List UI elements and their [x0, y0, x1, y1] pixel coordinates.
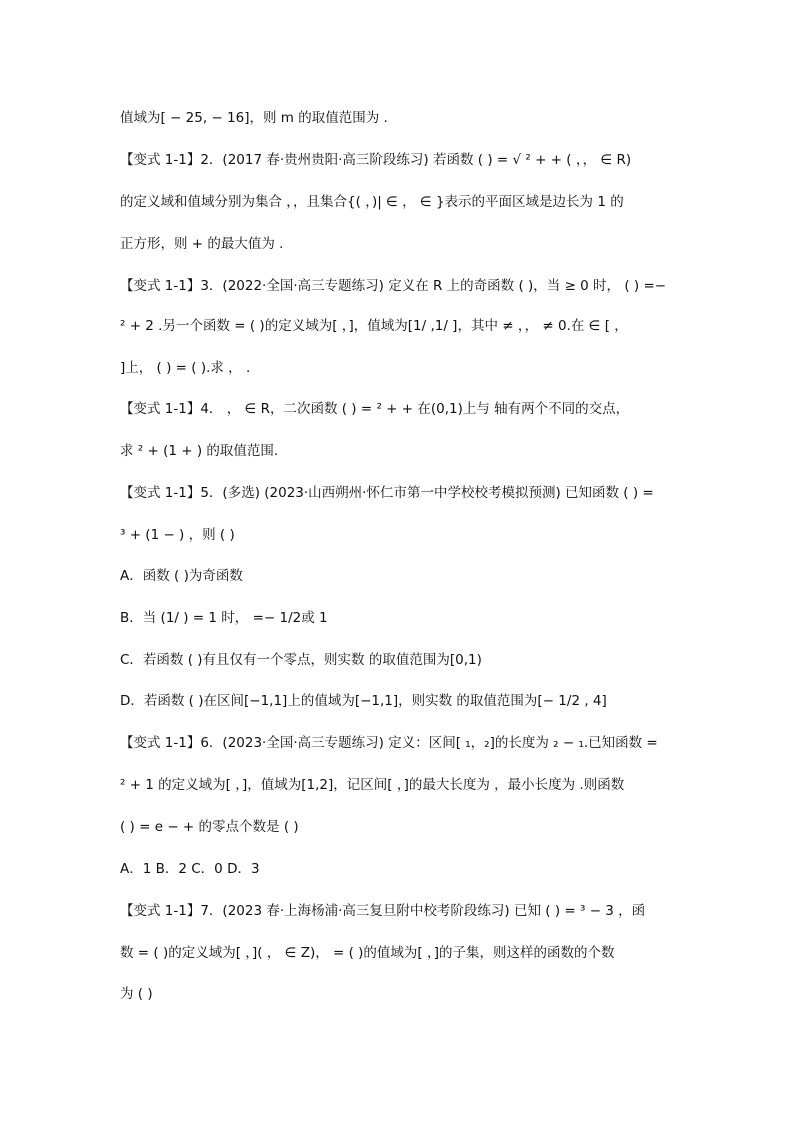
option-c: C．若函数 ( )有且仅有一个零点，则实数 的取值范围为[0,1) [120, 652, 482, 668]
text-line: 为 ( ) [120, 986, 153, 1002]
problem-3-header: 【变式 1-1】3．(2022·全国·高三专题练习) 定义在 R 上的奇函数 ( )，当 ≥ 0 时， ( ) =− [120, 278, 667, 294]
text-line: ³ + (1 − ) ，则 ( ) [120, 527, 235, 543]
text-line: 数 = ( )的定义域为[ ，]( ， ∈ Z)， = ( )的值域为[ ，]的子集，则这样的函数的个数 [120, 945, 615, 961]
text-line: ]上， ( ) = ( ).求 ， . [120, 360, 251, 376]
option-d: D．若函数 ( )在区间[−1,1]上的值域为[−1,1]，则实数 的取值范围为[− 1/2 , 4] [120, 693, 607, 709]
problem-5-header: 【变式 1-1】5．(多选) (2023·山西朔州·怀仁市第一中学校校考模拟预测) 已知函数 ( ) = [120, 485, 654, 501]
answer-options: A．1 B．2 C．0 D．3 [120, 861, 260, 877]
text-line: 求 ² + (1 + ) 的取值范围. [120, 443, 279, 459]
problem-4-header: 【变式 1-1】4． ， ∈ R，二次函数 ( ) = ² + + 在(0,1)上与 轴有两个不同的交点， [120, 401, 630, 417]
text-line: ² + 1 的定义域为[ ，]，值域为[1,2]，记区间[ ，]的最大长度为 ，最小长度为 .则函数 [120, 777, 625, 793]
option-a: A．函数 ( )为奇函数 [120, 568, 243, 584]
problem-2-header: 【变式 1-1】2．(2017 春·贵州贵阳·高三阶段练习) 若函数 ( ) = √ ² + + ( ，， ∈ R) [120, 152, 632, 168]
text-line: 正方形，则 + 的最大值为 . [120, 236, 284, 252]
text-line: ² + 2 .另一个函数 = ( )的定义域为[ ，]，值域为[1/ ,1/ ]，其中 ≠ ，， ≠ 0.在 ∈ [ ， [120, 318, 628, 334]
problem-6-header: 【变式 1-1】6．(2023·全国·高三专题练习) 定义：区间[ ₁，₂]的长度为 ₂ − ₁.已知函数 = [120, 735, 658, 751]
text-line: 的定义域和值域分别为集合 ，，且集合{( ，)| ∈ ， ∈ }表示的平面区域是边长为 1 的 [120, 194, 624, 210]
text-line: 值域为[ − 25, − 16]，则 m 的取值范围为 . [120, 110, 388, 126]
text-line: ( ) = e − + 的零点个数是 ( ) [120, 819, 299, 835]
option-b: B．当 (1/ ) = 1 时， =− 1/2或 1 [120, 610, 328, 626]
problem-7-header: 【变式 1-1】7．(2023 春·上海杨浦·高三复旦附中校考阶段练习) 已知 ( ) = ³ − 3 ，函 [120, 903, 646, 919]
